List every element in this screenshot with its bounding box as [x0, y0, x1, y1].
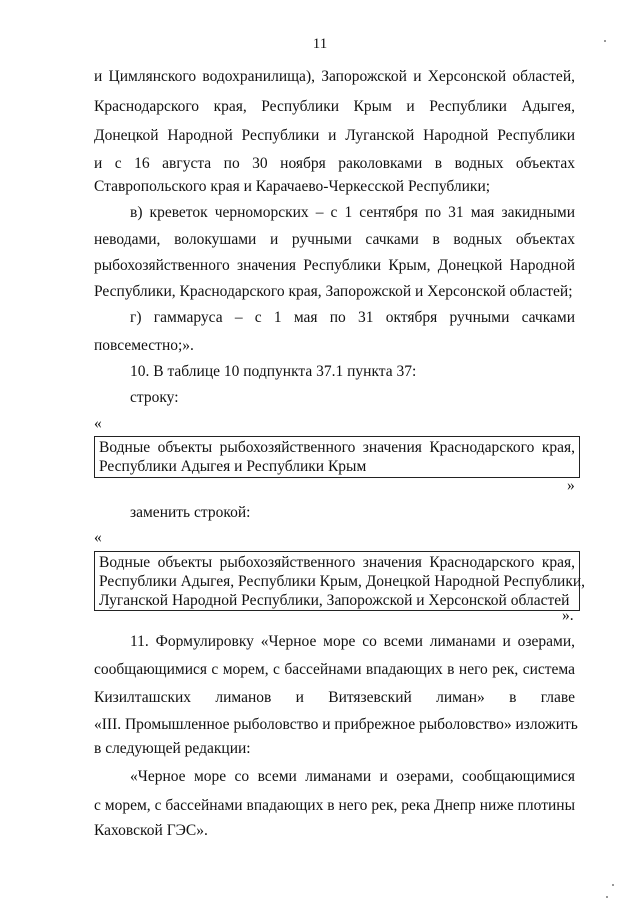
text-line: 11. Формулировку «Черное море со всеми лиманами и озерами,	[130, 633, 575, 650]
text-line: Кизилташских лиманов и Витязевский лиман» в главе	[94, 689, 575, 706]
new-table-row	[94, 551, 586, 611]
text-line: Краснодарского края, Республики Крым и Республики Адыгея,	[94, 98, 575, 115]
text-line: и с 16 августа по 30 ноября раколовками в водных объектах	[94, 155, 575, 172]
scan-speck	[606, 896, 608, 898]
text-line: в) креветок черноморских – с 1 сентября по 31 мая закидными	[130, 204, 575, 221]
text-line: рыбохозяйственного значения Республики Крым, Донецкой Народной	[94, 257, 575, 274]
row-label: строку:	[130, 389, 179, 406]
open-quote: «	[94, 529, 102, 546]
text-line: неводами, волокушами и ручными сачками в водных объектах	[94, 231, 575, 248]
text-line: «III. Промышленное рыболовство и прибрежное рыболовство» изложить	[94, 716, 578, 733]
text-line: Ставропольского края и Карачаево-Черкесской Республики;	[94, 178, 491, 195]
new-row-line: Республики Адыгея, Республики Крым, Донецкой Народной Республики,	[99, 573, 586, 590]
text-line: в следующей редакции:	[94, 740, 251, 757]
text-line: повсеместно;».	[94, 337, 194, 354]
replace-label: заменить строкой:	[130, 504, 251, 521]
new-row-line: Луганской Народной Республики, Запорожской и Херсонской областей	[99, 592, 570, 609]
item-10-heading: 10. В таблице 10 подпункта 37.1 пункта 37:	[130, 363, 417, 380]
text-line: Республики, Краснодарского края, Запорожской и Херсонской областей;	[94, 283, 573, 300]
old-table-row	[94, 436, 580, 478]
text-line: сообщающимися с морем, с бассейнами впадающих в него рек, система	[94, 661, 575, 678]
text-line: г) гаммаруса – с 1 мая по 31 октября ручными сачками	[130, 309, 575, 326]
quote-line: «Черное море со всеми лиманами и озерами, сообщающимися	[130, 768, 575, 785]
open-quote: «	[94, 415, 102, 432]
close-quote: ».	[562, 607, 574, 624]
scan-speck	[612, 884, 614, 886]
new-row-line: Водные объекты рыбохозяйственного значения Краснодарского края,	[99, 554, 575, 571]
old-row-line: Водные объекты рыбохозяйственного значения Краснодарского края,	[99, 439, 575, 456]
scan-speck	[604, 40, 606, 42]
quote-line: с морем, с бассейнами впадающих в него рек, река Днепр ниже плотины	[94, 797, 575, 814]
quote-line: Каховской ГЭС».	[94, 822, 208, 839]
old-row-line: Республики Адыгея и Республики Крым	[99, 458, 367, 475]
close-quote: »	[567, 477, 575, 494]
text-line: и Цимлянского водохранилища), Запорожской и Херсонской областей,	[94, 68, 575, 85]
text-line: Донецкой Народной Республики и Луганской Народной Республики	[94, 127, 575, 144]
page-number: 11	[312, 36, 328, 52]
